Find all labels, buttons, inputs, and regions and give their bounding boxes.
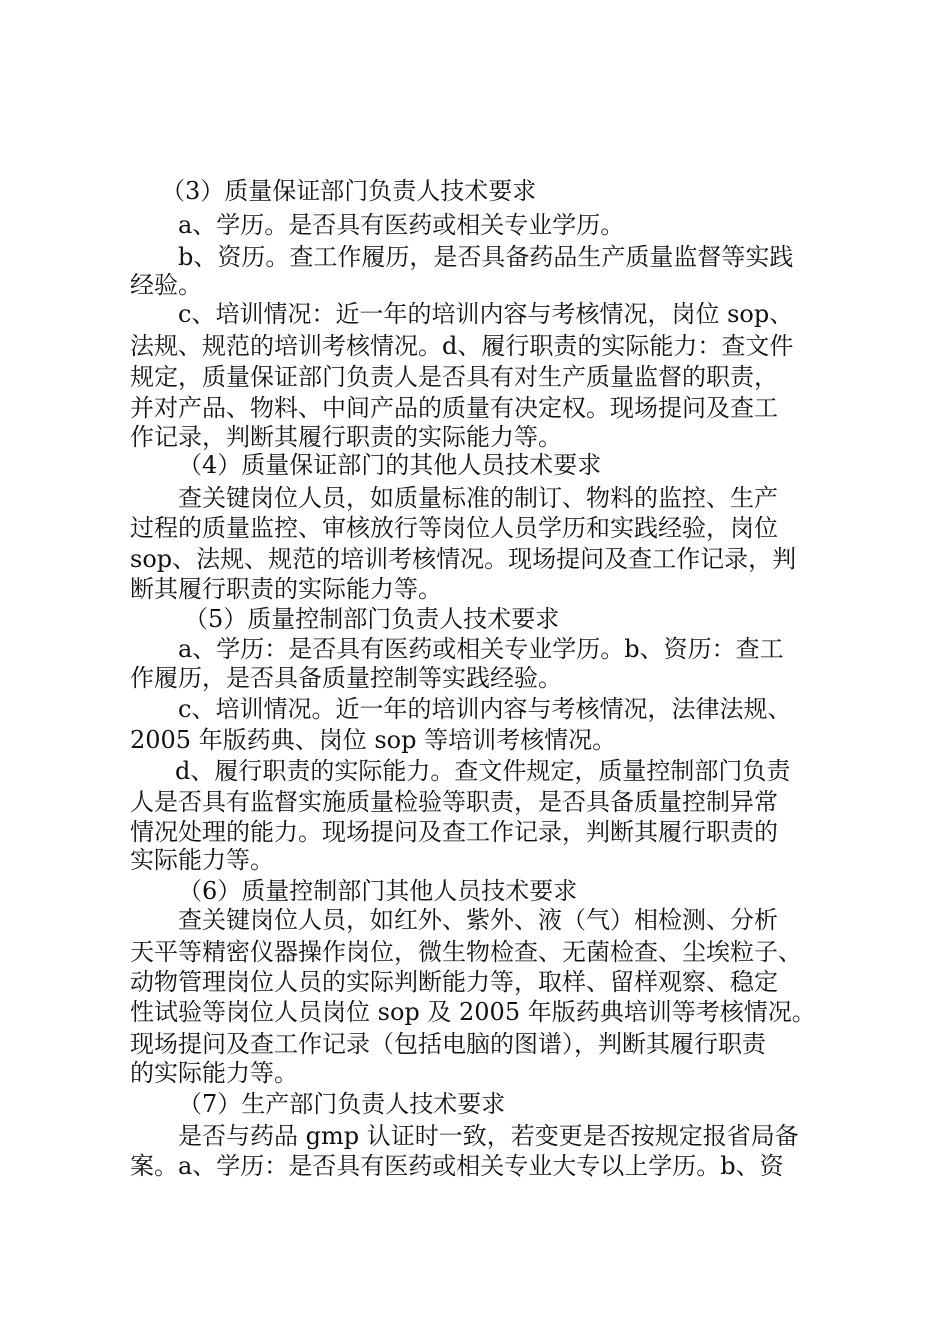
- paragraph-line: 查关键岗位人员，如红外、紫外、液（气）相检测、分析: [178, 906, 778, 934]
- paragraph-line: 动物管理岗位人员的实际判断能力等，取样、留样观察、稳定: [130, 968, 778, 996]
- paragraph-line: 天平等精密仪器操作岗位，微生物检查、无菌检查、尘埃粒子、: [130, 938, 802, 966]
- paragraph-line: 规定，质量保证部门负责人是否具有对生产质量监督的职责，: [130, 363, 778, 391]
- paragraph-line: 过程的质量监控、审核放行等岗位人员学历和实践经验，岗位: [130, 514, 778, 542]
- paragraph-line: a、学历。是否具有医药或相关专业学历。: [178, 211, 625, 239]
- section-heading-6: （6）质量控制部门其他人员技术要求: [178, 877, 578, 905]
- paragraph-line: 经验。: [130, 271, 202, 299]
- paragraph-line: d、履行职责的实际能力。查文件规定，质量控制部门负责: [175, 757, 791, 785]
- paragraph-line: 是否与药品 gmp 认证时一致，若变更是否按规定报省局备: [178, 1122, 799, 1150]
- paragraph-line: 的实际能力等。: [130, 1059, 298, 1087]
- paragraph-line: 性试验等岗位人员岗位 sop 及 2005 年版药典培训等考核情况。: [130, 998, 816, 1026]
- paragraph-line: c、培训情况：近一年的培训内容与考核情况，岗位 sop、: [178, 300, 794, 328]
- paragraph-line: 实际能力等。: [130, 846, 274, 874]
- paragraph-line: 案。a、学历：是否具有医药或相关专业大专以上学历。b、资: [130, 1152, 784, 1180]
- paragraph-line: a、学历：是否具有医药或相关专业学历。b、资历：查工: [178, 635, 784, 663]
- paragraph-line: 断其履行职责的实际能力等。: [130, 575, 442, 603]
- paragraph-line: c、培训情况。近一年的培训内容与考核情况，法律法规、: [178, 695, 792, 723]
- section-heading-5: （5）质量控制部门负责人技术要求: [184, 605, 560, 633]
- section-heading-4: （4）质量保证部门的其他人员技术要求: [178, 451, 602, 479]
- paragraph-line: 法规、规范的培训考核情况。d、履行职责的实际能力：查文件: [130, 332, 794, 360]
- paragraph-line: 情况处理的能力。现场提问及查工作记录，判断其履行职责的: [130, 818, 778, 846]
- paragraph-line: b、资历。查工作履历，是否具备药品生产质量监督等实践: [178, 243, 794, 271]
- section-heading-7: （7）生产部门负责人技术要求: [178, 1090, 506, 1118]
- paragraph-line: 人是否具有监督实施质量检验等职责，是否具备质量控制异常: [130, 788, 778, 816]
- paragraph-line: 作履历，是否具备质量控制等实践经验。: [130, 664, 562, 692]
- paragraph-line: 现场提问及查工作记录（包括电脑的图谱），判断其履行职责: [130, 1030, 766, 1058]
- paragraph-line: 查关键岗位人员，如质量标准的制订、物料的监控、生产: [178, 484, 778, 512]
- paragraph-line: 并对产品、物料、中间产品的质量有决定权。现场提问及查工: [130, 394, 778, 422]
- paragraph-line: 作记录，判断其履行职责的实际能力等。: [130, 423, 562, 451]
- paragraph-line: sop、法规、规范的培训考核情况。现场提问及查工作记录，判: [130, 545, 797, 573]
- section-heading-3: （3）质量保证部门负责人技术要求: [161, 177, 537, 205]
- paragraph-line: 2005 年版药典、岗位 sop 等培训考核情况。: [130, 726, 617, 754]
